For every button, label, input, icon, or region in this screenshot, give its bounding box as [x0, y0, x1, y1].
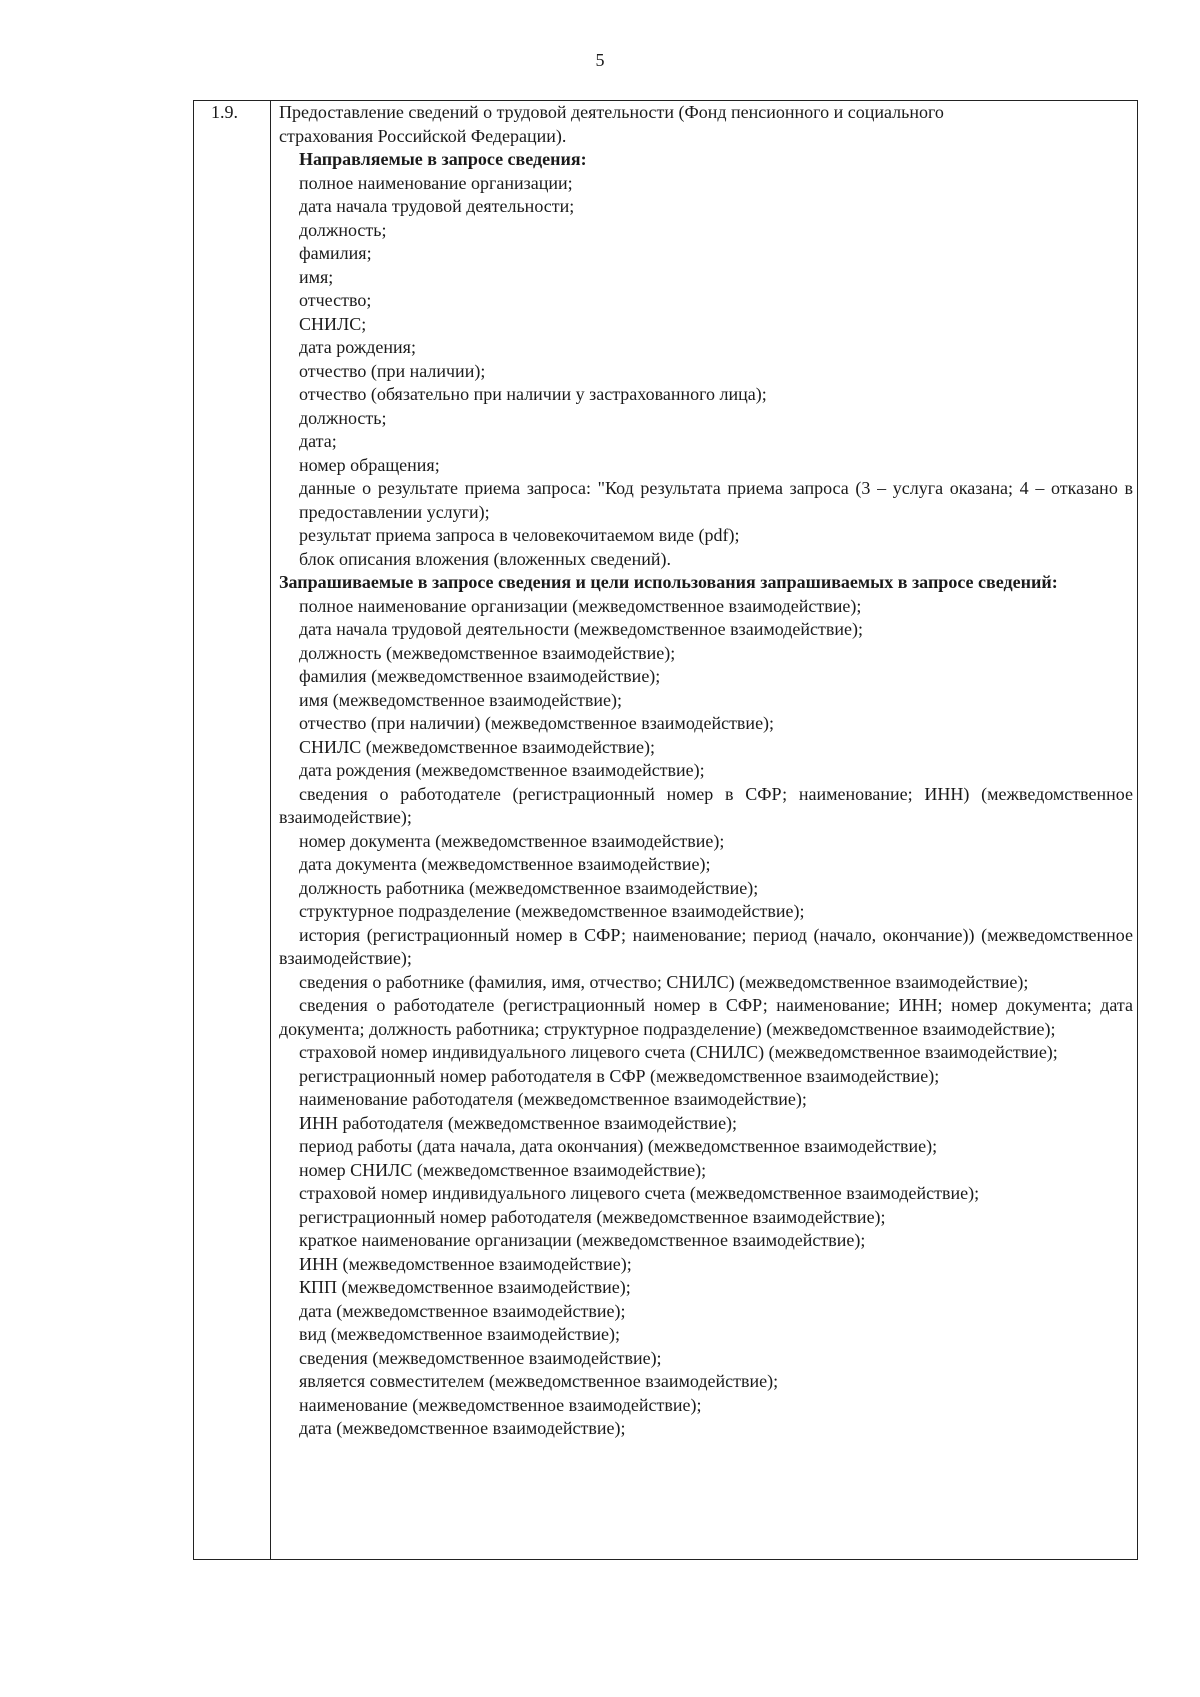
requested-items-list-b [279, 830, 1133, 924]
document-table [193, 100, 1138, 1560]
requested-item: структурное подразделение (межведомственное взаимодействие); [299, 901, 805, 921]
sent-item: отчество (обязательно при наличии у застрахованного лица); [299, 384, 767, 404]
requested-item: регистрационный номер работодателя (межведомственное взаимодействие); [299, 1206, 886, 1227]
history-item: история (регистрационный номер в СФР; наименование; период (начало, окончание)) (межведомственное взаимодействие); [279, 924, 1133, 968]
requested-item: должность (межведомственное взаимодействие); [299, 642, 676, 663]
sent-item: фамилия; [299, 243, 372, 263]
requested-item: дата документа (межведомственное взаимодействие); [299, 854, 711, 874]
snils-item: страховой номер индивидуального лицевого счета (СНИЛС) (межведомственное взаимодействие); [299, 1042, 1058, 1062]
sent-item: дата рождения; [299, 337, 416, 357]
sent-item: результат приема запроса в человекочитаемом виде (pdf); [299, 525, 740, 545]
sent-result-item [279, 477, 1133, 524]
sent-tail-list [279, 524, 1133, 571]
requested-item: СНИЛС (межведомственное взаимодействие); [299, 736, 655, 757]
requested-item: ИНН (межведомственное взаимодействие); [299, 1253, 632, 1274]
requested-item: полное наименование организации (межведомственное взаимодействие); [299, 595, 862, 616]
employer-info-item: сведения о работодателе (регистрационный номер в СФР; наименование; ИНН) (межведомственное взаимодействие); [279, 783, 1133, 827]
requested-item: дата (межведомственное взаимодействие); [299, 1418, 626, 1438]
sent-item: имя; [299, 266, 334, 287]
requested-item: дата рождения (межведомственное взаимодействие); [299, 760, 705, 780]
sent-item: отчество; [299, 290, 372, 310]
requested-items-list-c [279, 1065, 1133, 1441]
requested-item: имя (межведомственное взаимодействие); [299, 689, 623, 710]
intro-line: страхования Российской Федерации). [279, 125, 567, 146]
requested-item: наименование (межведомственное взаимодействие); [299, 1394, 702, 1415]
requested-item: отчество (при наличии) (межведомственное взаимодействие); [299, 713, 775, 733]
sent-item: СНИЛС; [299, 313, 367, 334]
requested-item: фамилия (межведомственное взаимодействие); [299, 666, 661, 686]
sent-item: дата; [299, 431, 337, 451]
requested-item: является совместителем (межведомственное взаимодействие); [299, 1371, 779, 1391]
requested-item: краткое наименование организации (межведомственное взаимодействие); [299, 1230, 866, 1250]
requested-item: КПП (межведомственное взаимодействие); [299, 1277, 631, 1297]
sent-item: блок описания вложения (вложенных сведений). [299, 548, 671, 569]
employer-doc-item: сведения о работодателе (регистрационный номер в СФР; наименование; ИНН; номер документа; дата документа; должность работника; структурное подразделение) (межведомственное взаимодействие); [279, 995, 1133, 1039]
requested-item: наименование работодателя (межведомственное взаимодействие); [299, 1089, 807, 1109]
intro-line: Предоставление сведений о трудовой деятельности (Фонд пенсионного и социального [279, 102, 944, 122]
sent-item: должность; [299, 407, 387, 428]
requested-item: номер СНИЛС (межведомственное взаимодействие); [299, 1159, 707, 1180]
sent-item: полное наименование организации; [299, 172, 573, 193]
requested-item: вид (межведомственное взаимодействие); [299, 1324, 621, 1344]
requested-item: период работы (дата начала, дата окончания) (межведомственное взаимодействие); [299, 1136, 938, 1156]
requested-heading: Запрашиваемые в запросе сведения и цели использования запрашиваемых в запросе сведений: [279, 572, 1058, 592]
sent-item: должность; [299, 219, 387, 240]
requested-item: номер документа (межведомственное взаимодействие); [299, 830, 725, 851]
sent-items-list [279, 172, 1133, 478]
row-number: 1.9. [211, 102, 238, 122]
requested-item: дата (межведомственное взаимодействие); [299, 1300, 626, 1321]
page-number: 5 [595, 50, 605, 70]
requested-item: должность работника (межведомственное взаимодействие); [299, 877, 759, 898]
sent-item: дата начала трудовой деятельности; [299, 196, 575, 216]
requested-item: страховой номер индивидуального лицевого счета (межведомственное взаимодействие); [299, 1183, 980, 1203]
requested-items-list-a [279, 595, 1133, 783]
requested-item: сведения (межведомственное взаимодействие); [299, 1347, 662, 1368]
worker-info-item: сведения о работнике (фамилия, имя, отчество; СНИЛС) (межведомственное взаимодействие); [299, 971, 1029, 992]
sent-item: номер обращения; [299, 454, 440, 475]
row-number-cell [194, 101, 271, 1559]
sent-result-text: данные о результате приема запроса: "Код результата приема запроса (3 – услуга оказана; 4 – отказано в предоставлении услуги); [299, 478, 1133, 522]
sent-heading: Направляемые в запросе сведения: [299, 149, 587, 169]
sent-item: отчество (при наличии); [299, 360, 486, 381]
requested-item: дата начала трудовой деятельности (межведомственное взаимодействие); [299, 619, 863, 639]
requested-item: ИНН работодателя (межведомственное взаимодействие); [299, 1112, 738, 1133]
requested-item: регистрационный номер работодателя в СФР (межведомственное взаимодействие); [299, 1065, 940, 1086]
row-content-cell [271, 101, 1137, 1559]
